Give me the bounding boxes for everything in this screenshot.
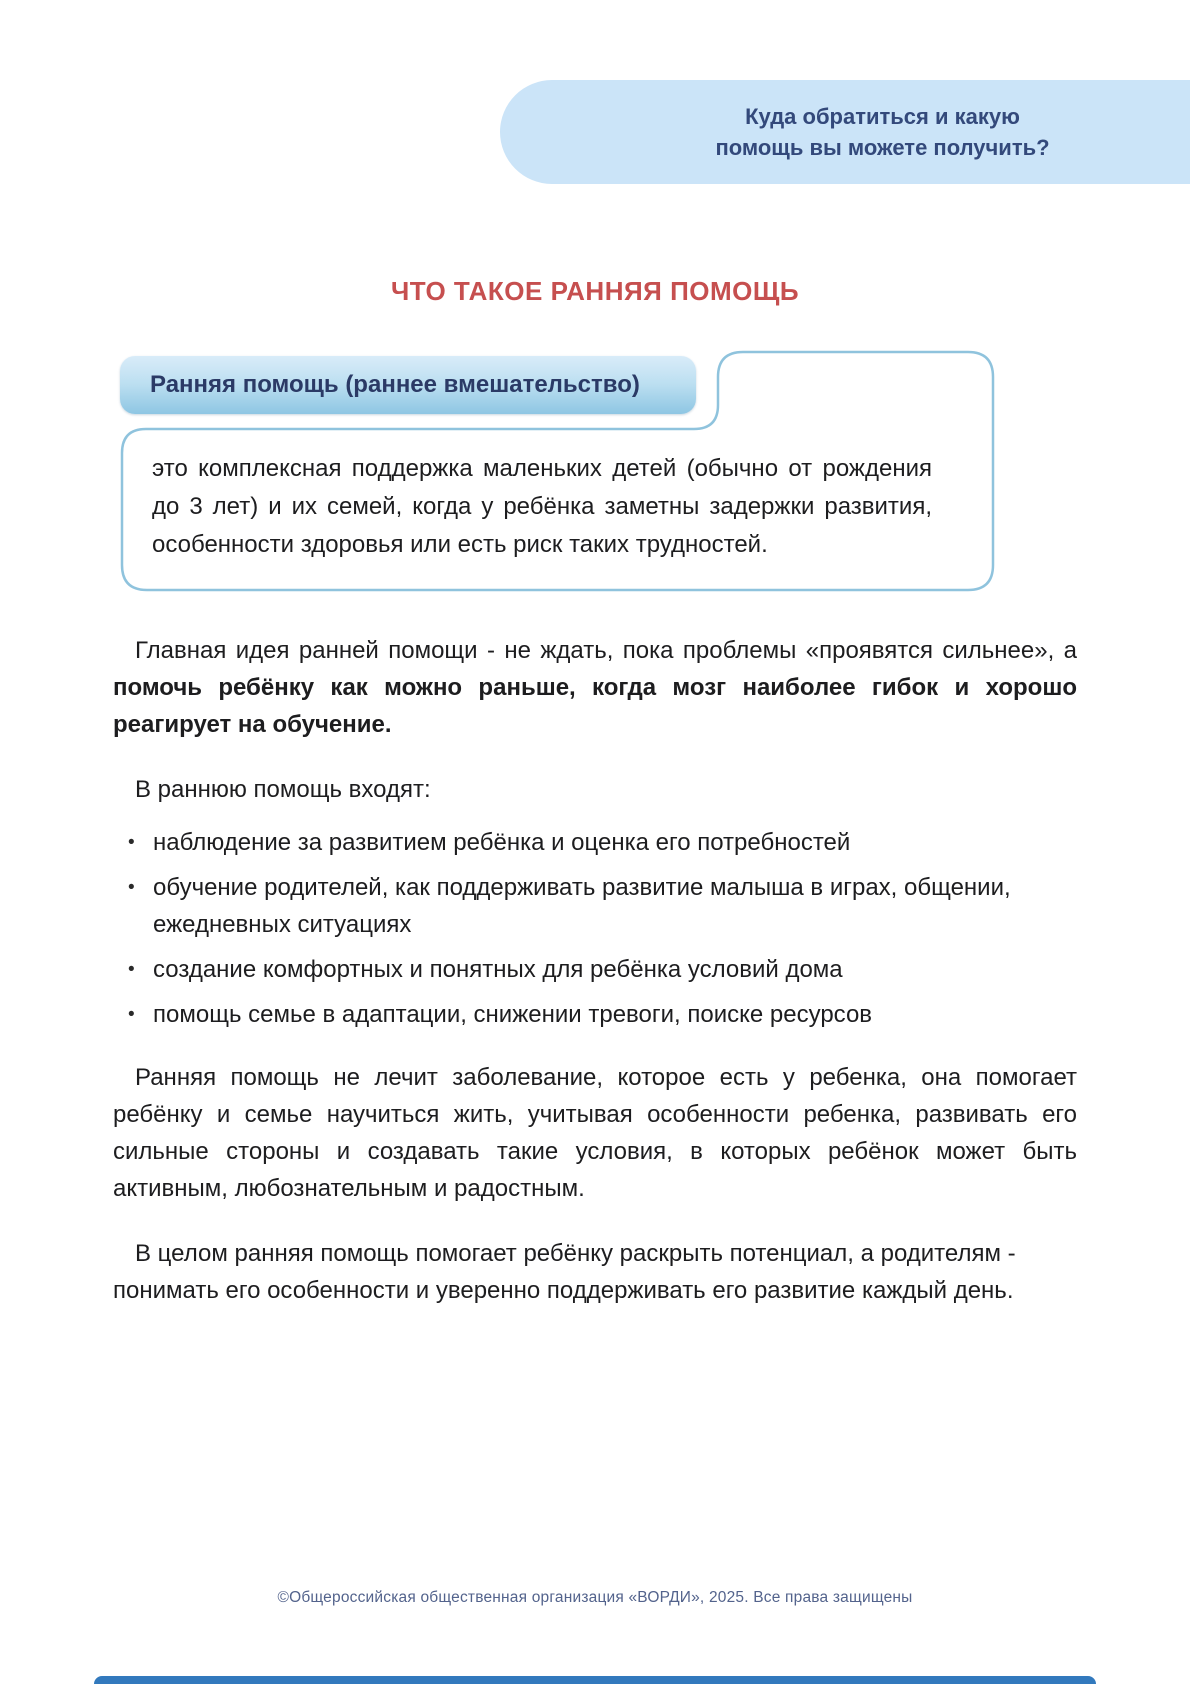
bullet-icon: •: [128, 832, 135, 853]
paragraph-not-cure: Ранняя помощь не лечит заболевание, которое есть у ребенка, она помогает ребёнку и семье научиться жить, учитывая особенности ребенка, развивать его сильные стороны и создавать такие условия, в которых ребёнок может быть активным, любознательным и радостным.: [113, 1064, 1077, 1202]
paragraph-includes-intro: В раннюю помощь входят:: [135, 776, 431, 803]
definition-tab: [120, 356, 696, 414]
list-item: [113, 869, 1077, 943]
header-banner-line1: Куда обратиться и какую: [745, 104, 1020, 129]
header-banner-text: [585, 101, 1104, 163]
main-idea-normal-text: Главная идея ранней помощи - не ждать, пока проблемы «проявятся сильнее», а: [135, 637, 1077, 664]
bullet-icon: •: [128, 877, 135, 898]
list-item-text: помощь семье в адаптации, снижении тревоги, поиске ресурсов: [153, 1001, 873, 1028]
definition-tab-label: Ранняя помощь (раннее вмешательство): [150, 371, 640, 398]
paragraph-main-idea: [113, 632, 1077, 743]
header-banner: [500, 80, 1190, 184]
paragraph-overall: В целом ранняя помощь помогает ребёнку раскрыть потенциал, а родителям - понимать его особенности и уверенно поддерживать его развитие каждый день.: [113, 1240, 1016, 1304]
bottom-accent-bar: [94, 1676, 1096, 1684]
bullet-icon: •: [128, 1004, 135, 1025]
includes-list: [113, 824, 1077, 1033]
footer-copyright: ©Общероссийская общественная организация «ВОРДИ», 2025. Все права защищены: [277, 1589, 913, 1606]
main-idea-bold-text: помочь ребёнку как можно раньше, когда мозг наиболее гибок и хорошо реагирует на обучение.: [113, 674, 1077, 738]
list-item-text: обучение родителей, как поддерживать развитие малыша в играх, общении, ежедневных ситуациях: [153, 874, 1011, 938]
definition-body: это комплексная поддержка маленьких детей (обычно от рождения до 3 лет) и их семей, когда у ребёнка заметны задержки развития, особенности здоровья или есть риск таких трудностей.: [152, 455, 932, 558]
list-item: [113, 824, 1077, 861]
main-content: [113, 632, 1077, 1337]
definition-callout: [120, 350, 995, 592]
header-banner-line2: помощь вы можете получить?: [715, 135, 1050, 160]
list-item-text: наблюдение за развитием ребёнка и оценка его потребностей: [153, 829, 851, 856]
list-item-text: создание комфортных и понятных для ребёнка условий дома: [153, 956, 843, 983]
list-item: [113, 996, 1077, 1033]
page-title: ЧТО ТАКОЕ РАННЯЯ ПОМОЩЬ: [390, 276, 800, 306]
list-item: [113, 951, 1077, 988]
bullet-icon: •: [128, 959, 135, 980]
